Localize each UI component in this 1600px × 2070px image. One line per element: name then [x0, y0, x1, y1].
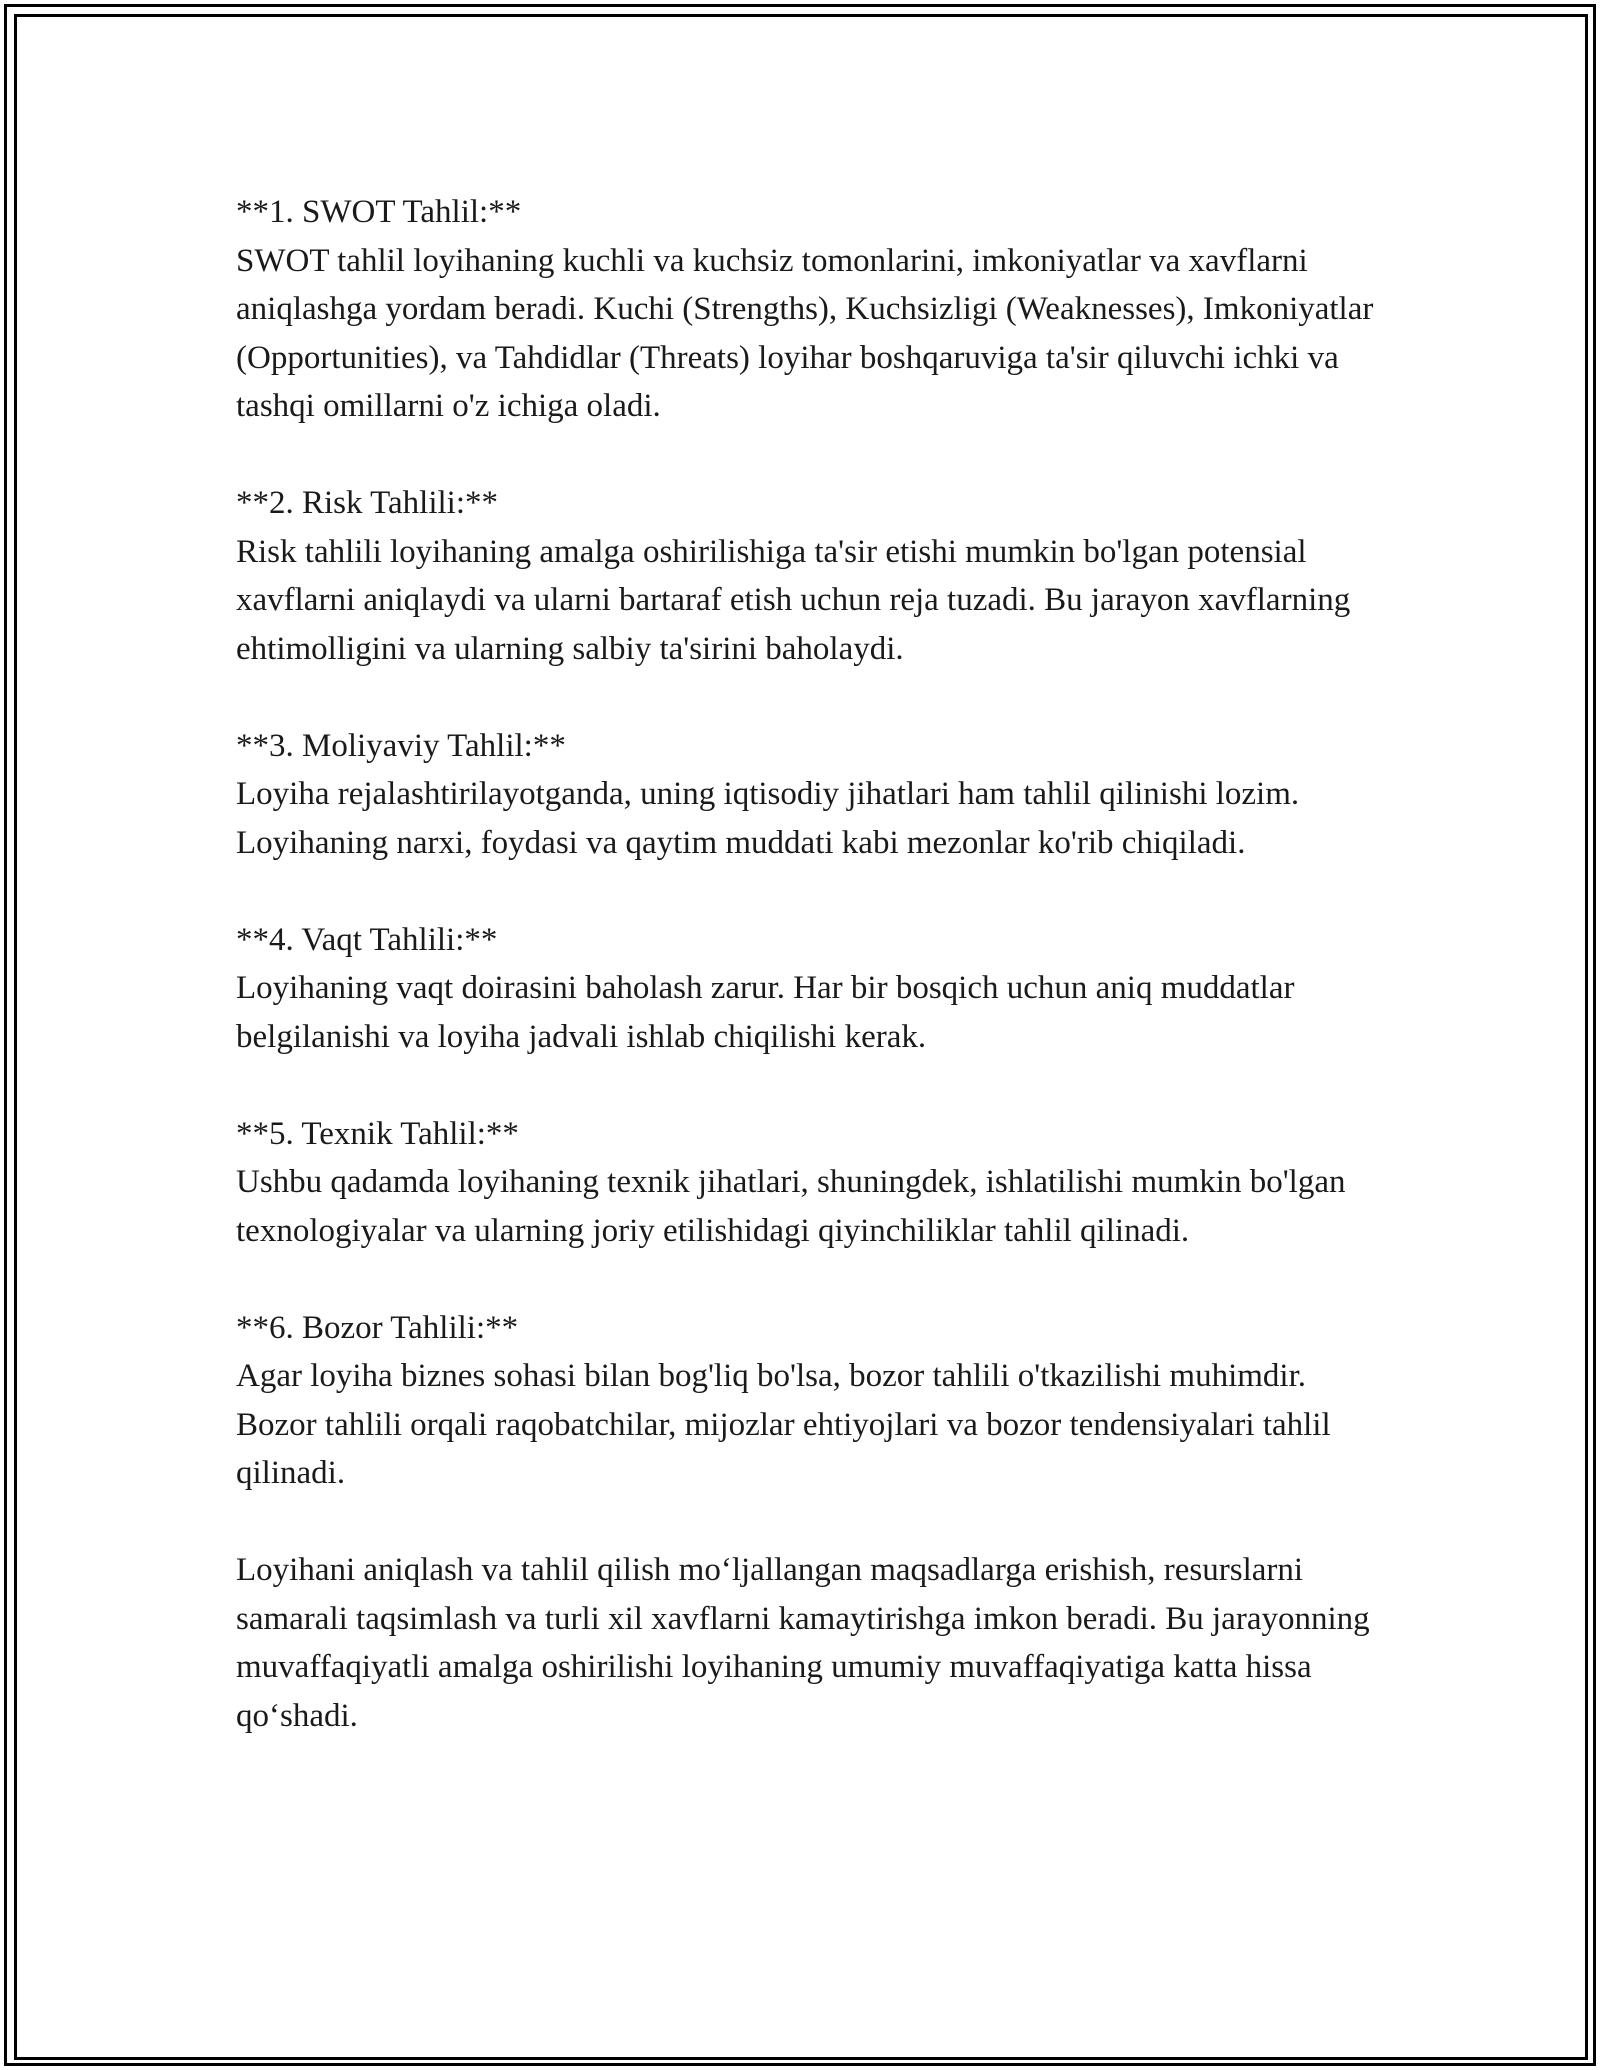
section-body: Loyiha rejalashtirilayotganda, uning iqtisodiy jihatlari ham tahlil qilinishi lozim. Loyihaning narxi, foydasi va qaytim muddati kabi mezonlar ko'rib chiqiladi. [236, 776, 1300, 861]
section-body: SWOT tahlil loyihaning kuchli va kuchsiz tomonlarini, imkoniyatlar va xavflarni aniqlashga yordam beradi. Kuchi (Strengths), Kuchsizligi (Weaknesses), Imkoniyatlar (Opportunities), va Tahdidlar (Threats) loyihar boshqaruviga ta'sir qiluvchi ichki va tashqi omillarni o'z ichiga oladi. [236, 242, 1374, 424]
section-heading: **4. Vaqt Tahlili:** [236, 921, 498, 958]
section-time [236, 916, 1386, 1062]
conclusion-paragraph: Loyihani aniqlash va tahlil qilish mo‘ljallangan maqsadlarga erishish, resurslarni samarali taqsimlash va turli xil xavflarni kamaytirishga imkon beradi. Bu jarayonning muvaffaqiyatli amalga oshirilishi loyihaning umumiy muvaffaqiyatiga katta hissa qo‘shadi. [236, 1552, 1370, 1734]
section-heading: **6. Bozor Tahlili:** [236, 1309, 519, 1346]
section-body: Loyihaning vaqt doirasini baholash zarur. Har bir bosqich uchun aniq muddatlar belgilanishi va loyiha jadvali ishlab chiqilishi kerak. [236, 970, 1295, 1055]
section-heading: **3. Moliyaviy Tahlil:** [236, 727, 566, 764]
section-heading: **5. Texnik Tahlil:** [236, 1115, 519, 1152]
section-financial [236, 722, 1386, 868]
section-body: Risk tahlili loyihaning amalga oshirilishiga ta'sir etishi mumkin bo'lgan potensial xavflarni aniqlaydi va ularni bartaraf etish uchun reja tuzadi. Bu jarayon xavflarning ehtimolligini va ularning salbiy ta'sirini baholaydi. [236, 533, 1351, 667]
section-swot [236, 188, 1386, 431]
section-body: Agar loyiha biznes sohasi bilan bog'liq bo'lsa, bozor tahlili o'tkazilishi muhimdir. Bozor tahlili orqali raqobatchilar, mijozlar ehtiyojlari va bozor tendensiyalari tahlil qilinadi. [236, 1358, 1331, 1491]
section-technical [236, 1110, 1386, 1256]
section-body: Ushbu qadamda loyihaning texnik jihatlari, shuningdek, ishlatilishi mumkin bo'lgan texnologiyalar va ularning joriy etilishidagi qiyinchiliklar tahlil qilinadi. [236, 1164, 1346, 1249]
section-heading: **1. SWOT Tahlil:** [236, 194, 522, 230]
section-heading: **2. Risk Tahlili:** [236, 485, 499, 521]
section-market [236, 1304, 1386, 1498]
document-content [236, 188, 1386, 1740]
section-risk [236, 479, 1386, 673]
